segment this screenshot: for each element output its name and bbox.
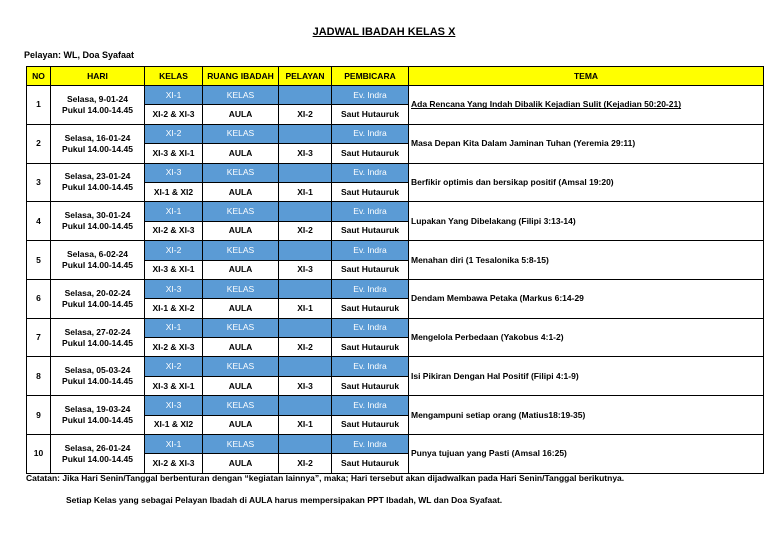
row-tema: Isi Pikiran Dengan Hal Positif (Filipi 4:1-9) bbox=[409, 357, 764, 396]
table-header-row bbox=[27, 67, 764, 86]
row-tema: Lupakan Yang Dibelakang (Filipi 3:13-14) bbox=[409, 202, 764, 241]
row-ruang-b: AULA bbox=[203, 376, 279, 395]
row-hari bbox=[51, 435, 145, 474]
row-pembicara-a: Ev. Indra bbox=[332, 435, 409, 454]
catatan-note-2: Setiap Kelas yang sebagai Pelayan Ibadah di AULA harus mempersipakan PPT Ibadah, WL dan Doa Syafaat. bbox=[66, 495, 503, 505]
row-hari bbox=[51, 357, 145, 396]
row-pembicara-b: Saut Hutauruk bbox=[332, 221, 409, 240]
row-pelayan-b: XI-2 bbox=[279, 338, 332, 357]
table-row bbox=[27, 279, 764, 298]
row-no: 6 bbox=[27, 279, 51, 318]
row-hari-time: Pukul 14.00-14.45 bbox=[62, 298, 133, 309]
row-kelas-a: XI-1 bbox=[145, 202, 203, 221]
row-pelayan-a bbox=[279, 86, 332, 105]
row-pelayan-a bbox=[279, 396, 332, 415]
row-kelas-a: XI-1 bbox=[145, 435, 203, 454]
row-tema: Dendam Membawa Petaka (Markus 6:14-29 bbox=[409, 279, 764, 318]
row-pelayan-b: XI-1 bbox=[279, 182, 332, 201]
row-pembicara-b: Saut Hutauruk bbox=[332, 376, 409, 395]
row-kelas-b: XI-1 & XI-2 bbox=[145, 299, 203, 318]
header-pelayan: PELAYAN bbox=[279, 67, 332, 86]
row-hari bbox=[51, 279, 145, 318]
table-row bbox=[27, 202, 764, 221]
row-pelayan-b: XI-2 bbox=[279, 221, 332, 240]
row-tema: Mengampuni setiap orang (Matius18:19-35) bbox=[409, 396, 764, 435]
row-tema: Menahan diri (1 Tesalonika 5:8-15) bbox=[409, 241, 764, 280]
row-kelas-b: XI-2 & XI-3 bbox=[145, 221, 203, 240]
page-title: JADWAL IBADAH KELAS X bbox=[312, 26, 456, 38]
row-hari bbox=[51, 241, 145, 280]
schedule-body bbox=[27, 86, 764, 474]
row-tema: Mengelola Perbedaan (Yakobus 4:1-2) bbox=[409, 318, 764, 357]
row-ruang-b: AULA bbox=[203, 221, 279, 240]
row-pelayan-a bbox=[279, 163, 332, 182]
row-ruang-a: KELAS bbox=[203, 241, 279, 260]
row-pelayan-a bbox=[279, 357, 332, 376]
row-pembicara-a: Ev. Indra bbox=[332, 202, 409, 221]
row-no: 10 bbox=[27, 435, 51, 474]
row-pelayan-b: XI-3 bbox=[279, 376, 332, 395]
row-kelas-a: XI-3 bbox=[145, 279, 203, 298]
row-pelayan-b: XI-2 bbox=[279, 454, 332, 473]
row-pembicara-b: Saut Hutauruk bbox=[332, 260, 409, 279]
row-tema: Punya tujuan yang Pasti (Amsal 16:25) bbox=[409, 435, 764, 474]
row-hari-time: Pukul 14.00-14.45 bbox=[62, 143, 133, 154]
row-ruang-b: AULA bbox=[203, 182, 279, 201]
header-pembicara: PEMBICARA bbox=[332, 67, 409, 86]
row-ruang-b: AULA bbox=[203, 144, 279, 163]
row-hari-date: Selasa, 19-03-24 bbox=[64, 404, 131, 415]
row-pelayan-a bbox=[279, 202, 332, 221]
row-pembicara-a: Ev. Indra bbox=[332, 396, 409, 415]
row-pembicara-a: Ev. Indra bbox=[332, 279, 409, 298]
row-pelayan-a bbox=[279, 435, 332, 454]
row-tema: Berfikir optimis dan bersikap positif (Amsal 19:20) bbox=[409, 163, 764, 202]
row-kelas-a: XI-2 bbox=[145, 124, 203, 143]
header-kelas: KELAS bbox=[145, 67, 203, 86]
row-hari-time: Pukul 14.00-14.45 bbox=[62, 260, 133, 271]
row-pelayan-b: XI-1 bbox=[279, 299, 332, 318]
row-hari-date: Selasa, 05-03-24 bbox=[64, 365, 131, 376]
table-row bbox=[27, 318, 764, 337]
row-pelayan-a bbox=[279, 318, 332, 337]
row-no: 8 bbox=[27, 357, 51, 396]
row-ruang-b: AULA bbox=[203, 454, 279, 473]
row-pembicara-b: Saut Hutauruk bbox=[332, 454, 409, 473]
table-row bbox=[27, 435, 764, 454]
row-hari bbox=[51, 163, 145, 202]
header-hari: HARI bbox=[51, 67, 145, 86]
row-ruang-a: KELAS bbox=[203, 124, 279, 143]
row-pelayan-b: XI-2 bbox=[279, 105, 332, 124]
row-pembicara-a: Ev. Indra bbox=[332, 241, 409, 260]
row-pembicara-b: Saut Hutauruk bbox=[332, 415, 409, 434]
row-pembicara-b: Saut Hutauruk bbox=[332, 144, 409, 163]
row-pembicara-a: Ev. Indra bbox=[332, 318, 409, 337]
row-pembicara-b: Saut Hutauruk bbox=[332, 182, 409, 201]
row-pelayan-a bbox=[279, 241, 332, 260]
row-ruang-a: KELAS bbox=[203, 279, 279, 298]
table-row bbox=[27, 241, 764, 260]
row-ruang-a: KELAS bbox=[203, 435, 279, 454]
row-ruang-b: AULA bbox=[203, 415, 279, 434]
row-ruang-a: KELAS bbox=[203, 202, 279, 221]
row-pelayan-b: XI-3 bbox=[279, 260, 332, 279]
table-row bbox=[27, 124, 764, 143]
row-kelas-b: XI-3 & XI-1 bbox=[145, 260, 203, 279]
row-hari-date: Selasa, 16-01-24 bbox=[64, 132, 131, 143]
row-no: 4 bbox=[27, 202, 51, 241]
row-no: 2 bbox=[27, 124, 51, 163]
row-hari-date: Selasa, 23-01-24 bbox=[64, 171, 131, 182]
row-no: 3 bbox=[27, 163, 51, 202]
row-kelas-b: XI-2 & XI-3 bbox=[145, 454, 203, 473]
row-pembicara-a: Ev. Indra bbox=[332, 124, 409, 143]
row-ruang-a: KELAS bbox=[203, 357, 279, 376]
row-ruang-a: KELAS bbox=[203, 163, 279, 182]
row-kelas-a: XI-1 bbox=[145, 318, 203, 337]
row-kelas-b: XI-2 & XI-3 bbox=[145, 105, 203, 124]
row-hari-time: Pukul 14.00-14.45 bbox=[62, 221, 133, 232]
row-hari-time: Pukul 14.00-14.45 bbox=[62, 182, 133, 193]
row-kelas-b: XI-1 & XI2 bbox=[145, 182, 203, 201]
row-kelas-a: XI-1 bbox=[145, 86, 203, 105]
table-row bbox=[27, 163, 764, 182]
pelayan-note: Pelayan: WL, Doa Syafaat bbox=[24, 50, 135, 60]
row-kelas-b: XI-3 & XI-1 bbox=[145, 376, 203, 395]
row-pelayan-a bbox=[279, 124, 332, 143]
row-hari bbox=[51, 124, 145, 163]
row-pelayan-a bbox=[279, 279, 332, 298]
row-hari-date: Selasa, 6-02-24 bbox=[67, 249, 128, 260]
table-row bbox=[27, 86, 764, 105]
row-hari bbox=[51, 396, 145, 435]
row-hari-date: Selasa, 26-01-24 bbox=[64, 442, 131, 453]
row-pelayan-b: XI-3 bbox=[279, 144, 332, 163]
row-kelas-a: XI-3 bbox=[145, 396, 203, 415]
row-ruang-a: KELAS bbox=[203, 318, 279, 337]
row-no: 5 bbox=[27, 241, 51, 280]
row-hari-time: Pukul 14.00-14.45 bbox=[62, 415, 133, 426]
row-pembicara-a: Ev. Indra bbox=[332, 86, 409, 105]
row-pelayan-b: XI-1 bbox=[279, 415, 332, 434]
row-hari bbox=[51, 86, 145, 125]
row-ruang-b: AULA bbox=[203, 260, 279, 279]
row-hari-time: Pukul 14.00-14.45 bbox=[62, 104, 133, 115]
table-row bbox=[27, 357, 764, 376]
row-ruang-a: KELAS bbox=[203, 396, 279, 415]
header-ruang-ibadah: RUANG IBADAH bbox=[203, 67, 279, 86]
row-hari-date: Selasa, 20-02-24 bbox=[64, 287, 131, 298]
header-tema: TEMA bbox=[409, 67, 764, 86]
row-ruang-b: AULA bbox=[203, 338, 279, 357]
row-ruang-b: AULA bbox=[203, 105, 279, 124]
row-no: 7 bbox=[27, 318, 51, 357]
catatan-note: Catatan: Jika Hari Senin/Tanggal berbenturan dengan “kegiatan lainnya”, maka; Hari tersebut akan dijadwalkan pada Hari Senin/Tanggal berikutnya. bbox=[26, 473, 625, 483]
row-hari-time: Pukul 14.00-14.45 bbox=[62, 376, 133, 387]
table-row bbox=[27, 396, 764, 415]
row-kelas-a: XI-2 bbox=[145, 357, 203, 376]
row-kelas-a: XI-3 bbox=[145, 163, 203, 182]
row-hari bbox=[51, 318, 145, 357]
row-hari-date: Selasa, 9-01-24 bbox=[67, 93, 128, 104]
row-kelas-b: XI-2 & XI-3 bbox=[145, 338, 203, 357]
row-ruang-a: KELAS bbox=[203, 86, 279, 105]
row-tema: Ada Rencana Yang Indah Dibalik Kejadian Sulit (Kejadian 50:20-21) bbox=[409, 86, 764, 125]
row-hari-time: Pukul 14.00-14.45 bbox=[62, 337, 133, 348]
row-hari-date: Selasa, 30-01-24 bbox=[64, 210, 131, 221]
row-kelas-b: XI-3 & XI-1 bbox=[145, 144, 203, 163]
row-pembicara-b: Saut Hutauruk bbox=[332, 105, 409, 124]
row-pembicara-a: Ev. Indra bbox=[332, 357, 409, 376]
row-no: 1 bbox=[27, 86, 51, 125]
header-no: NO bbox=[27, 67, 51, 86]
row-pembicara-b: Saut Hutauruk bbox=[332, 338, 409, 357]
row-kelas-b: XI-1 & XI2 bbox=[145, 415, 203, 434]
row-tema: Masa Depan Kita Dalam Jaminan Tuhan (Yeremia 29:11) bbox=[409, 124, 764, 163]
row-hari bbox=[51, 202, 145, 241]
row-hari-date: Selasa, 27-02-24 bbox=[64, 326, 131, 337]
schedule-table bbox=[26, 66, 764, 474]
row-ruang-b: AULA bbox=[203, 299, 279, 318]
row-pembicara-b: Saut Hutauruk bbox=[332, 299, 409, 318]
row-kelas-a: XI-2 bbox=[145, 241, 203, 260]
row-pembicara-a: Ev. Indra bbox=[332, 163, 409, 182]
row-hari-time: Pukul 14.00-14.45 bbox=[62, 453, 133, 464]
row-no: 9 bbox=[27, 396, 51, 435]
